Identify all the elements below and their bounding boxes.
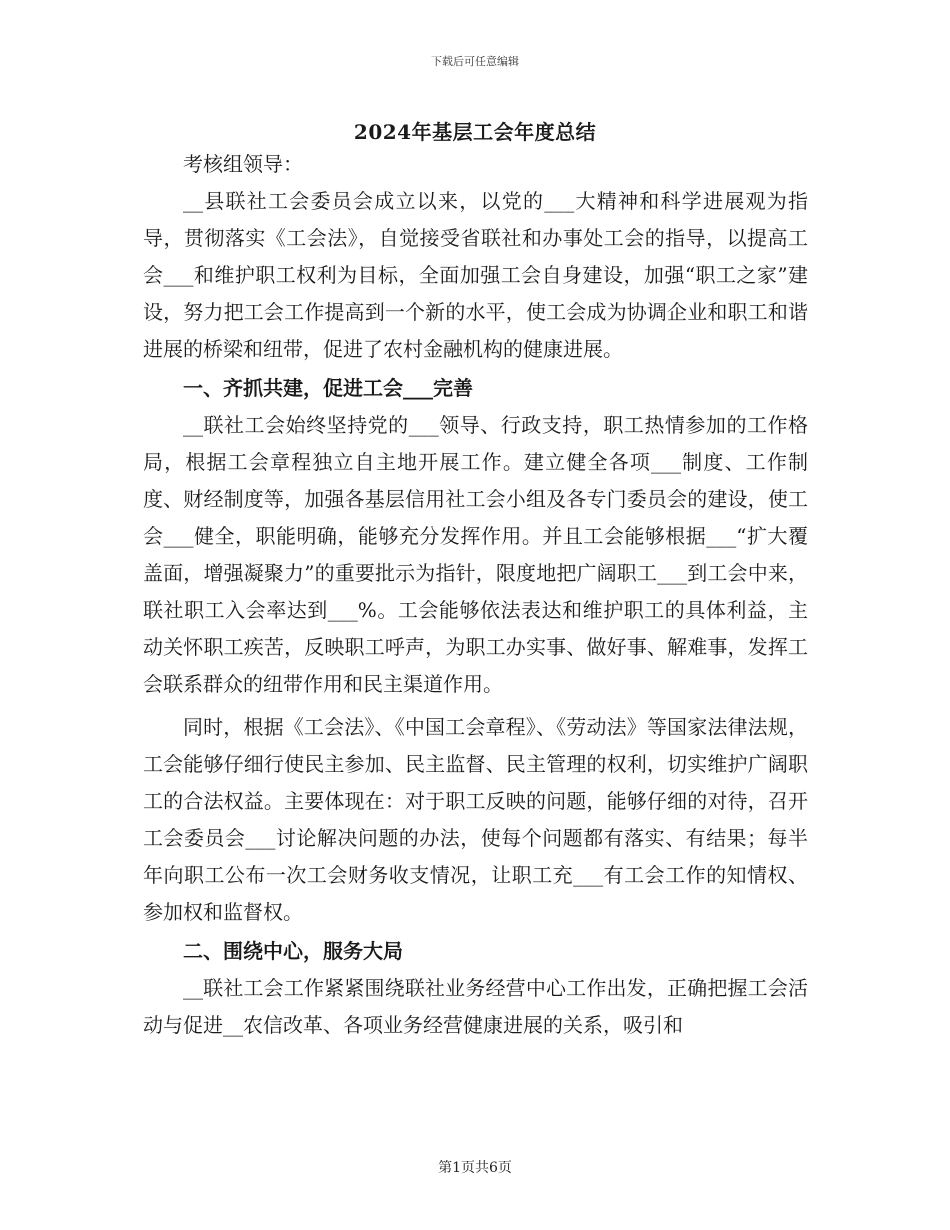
section-heading-1: 一、齐抓共建，促进工会___完善 (183, 376, 473, 400)
document-title: 2024年基层工会年度总结 (353, 120, 597, 144)
section-heading-2: 二、围绕中心，服务大局 (183, 939, 403, 963)
page-footer: 第1页共6页 (438, 1160, 512, 1176)
document-body (143, 146, 808, 1044)
section1-paragraph-1: __联社工会始终坚持党的___领导、行政支持，职工热情参加的工作格局，根据工会章程独立自主地开展工作。建立健全各项___制度、工作制度、财经制度等，加强各基层信用社工会小组及各专门委员会的建设，使工会___健全，职能明确，能够充分发挥作用。并且工会能够根据___“扩大覆盖面，增强凝聚力”的重要批示为指针，限度地把广阔职工___到工会中来，联社职工入会率达到___%。工会能够依法表达和维护职工的具体利益，主动关怀职工疾苦，反映职工呼声，为职工办实事、做好事、解难事，发挥工会联系群众的纽带作用和民主渠道作用。 (143, 413, 808, 696)
intro-paragraph: __县联社工会委员会成立以来，以党的___大精神和科学进展观为指导，贯彻落实《工会法》，自觉接受省联社和办事处工会的指导，以提高工会___和维护职工权利为目标，全面加强工会自身建设，加强“职工之家”建设，努力把工会工作提高到一个新的水平，使工会成为协调企业和职工和谐进展的桥梁和纽带，促进了农村金融机构的健康进展。 (143, 189, 808, 361)
salutation: 考核组领导： (183, 152, 303, 176)
section1-paragraph-2: 同时，根据《工会法》、《中国工会章程》、《劳动法》等国家法律法规，工会能够仔细行使民主参加、民主监督、民主管理的权利，切实维护广阔职工的合法权益。主要体现在：对于职工反映的问题，能够仔细的对待，召开工会委员会___讨论解决问题的办法，使每个问题都有落实、有结果；每半年向职工公布一次工会财务收支情况，让职工充___有工会工作的知情权、参加权和监督权。 (143, 715, 808, 924)
header-note: 下载后可任意编辑 (431, 55, 519, 68)
section2-paragraph-1: __联社工会工作紧紧围绕联社业务经营中心工作出发，正确把握工会活动与促进__农信改革、各项业务经营健康进展的关系，吸引和 (143, 976, 808, 1037)
